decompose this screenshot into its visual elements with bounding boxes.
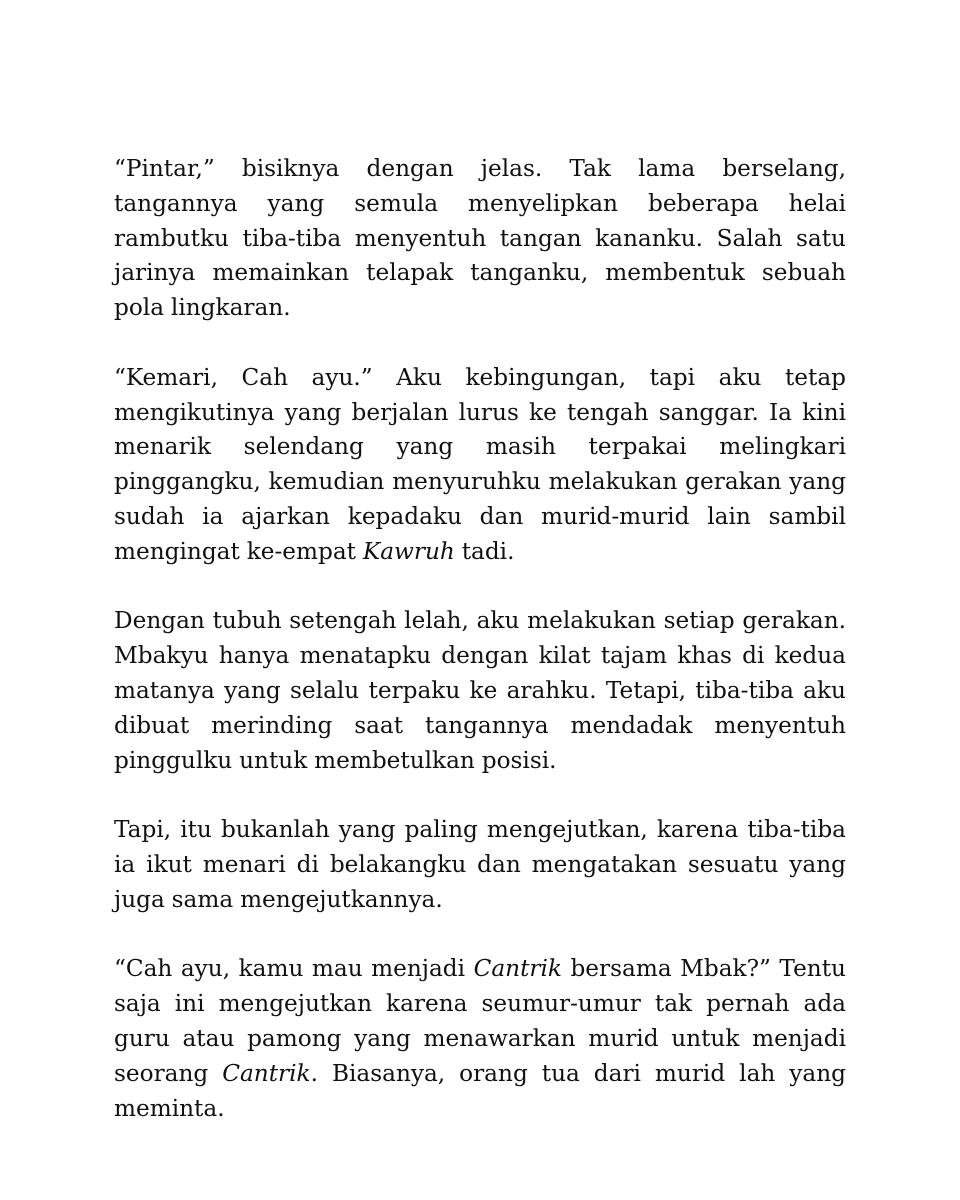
document-page: [114, 152, 846, 1126]
paragraph-text: Dengan tubuh setengah lelah, aku melakukan setiap gerakan. Mbakyu hanya menatapku dengan kilat tajam khas di kedua matanya yang selalu terpaku ke arahku. Tetapi, tiba-tiba aku dibuat merinding saat tangannya mendadak menyentuh pinggulku untuk membetulkan posisi.: [114, 607, 846, 774]
paragraph-5: [114, 952, 846, 1126]
italic-term-kawruh: Kawruh: [362, 537, 455, 565]
paragraph-text: “Kemari, Cah ayu.” Aku kebingungan, tapi aku tetap mengikutinya yang berjalan lurus ke tengah sanggar. Ia kini menarik selendang yang masih terpakai melingkari pinggangku, kemudian menyuruhku melakukan gerakan yang sudah ia ajarkan kepadaku dan murid-murid lain sambil mengingat ke-empat: [114, 363, 846, 565]
paragraph-text: “Pintar,” bisiknya dengan jelas. Tak lama berselang, tangannya yang semula menyelipkan beberapa helai rambutku tiba-tiba menyentuh tangan kananku. Salah satu jarinya memainkan telapak tanganku, membentuk sebuah pola lingkaran.: [114, 155, 846, 322]
paragraph-text: Tapi, itu bukanlah yang paling mengejutkan, karena tiba-tiba ia ikut menari di belakangku dan mengatakan sesuatu yang juga sama mengejutkannya.: [114, 816, 846, 913]
paragraph-text: tadi.: [454, 537, 515, 565]
paragraph-4: [114, 813, 846, 917]
paragraph-text: . Biasanya, orang tua dari murid lah yang meminta.: [114, 1059, 846, 1122]
italic-term-cantrik: Cantrik: [222, 1059, 311, 1087]
paragraph-3: [114, 604, 846, 778]
paragraph-text: “Cah ayu, kamu mau menjadi: [114, 955, 474, 983]
italic-term-cantrik: Cantrik: [473, 955, 562, 983]
paragraph-text: bersama Mbak?” Tentu saja ini mengejutkan karena seumur-umur tak pernah ada guru atau pamong yang menawarkan murid untuk menjadi seorang: [114, 955, 846, 1087]
paragraph-2: [114, 361, 846, 570]
paragraph-1: [114, 152, 846, 326]
